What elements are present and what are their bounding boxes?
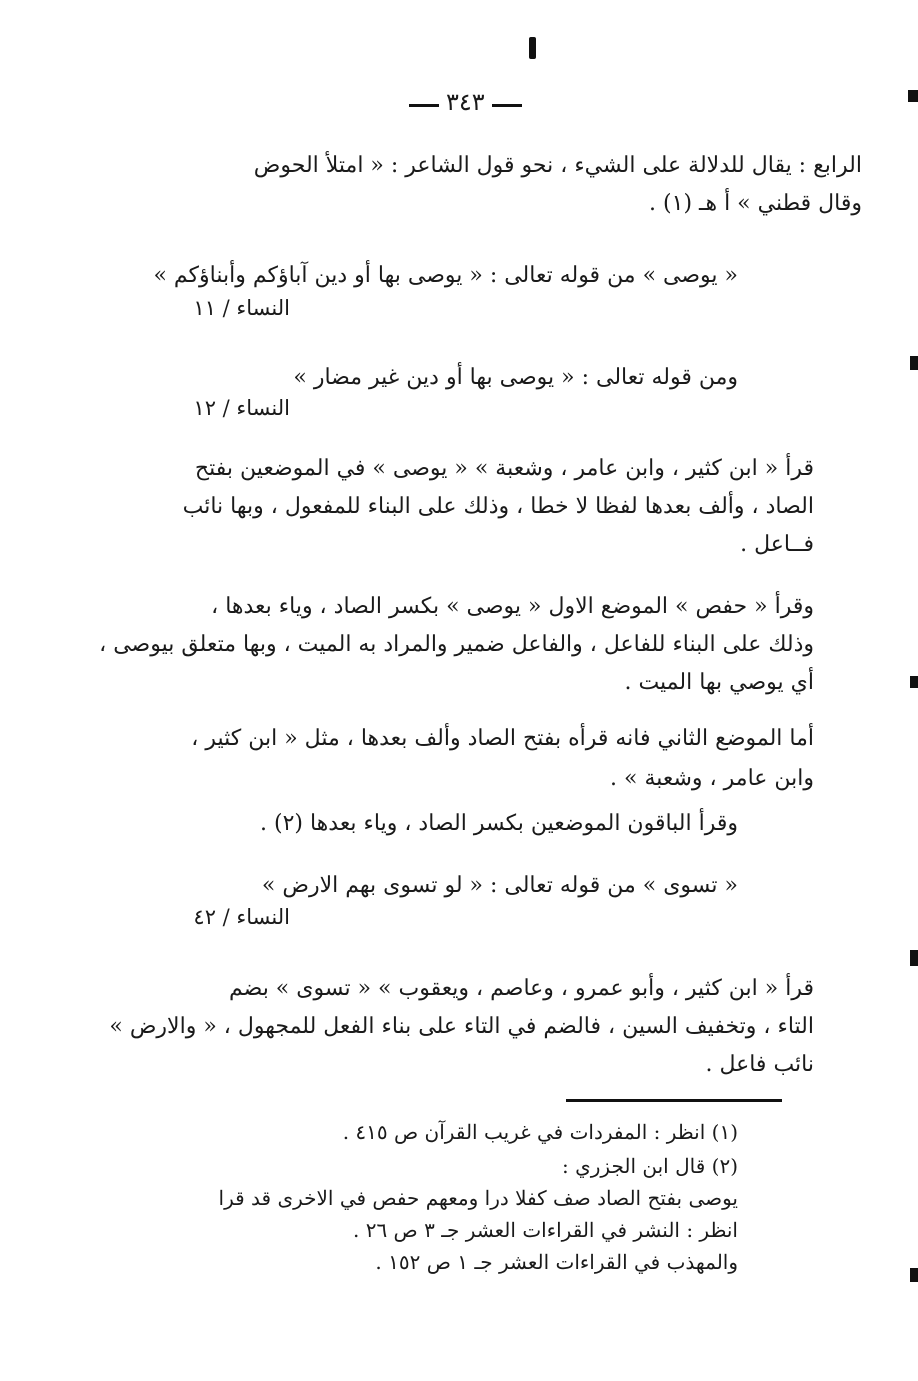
footnote-verse-line: يوصى بفتح الصاد صف كفلا درا ومعهم حفص في الاخرى قد قرا bbox=[218, 1186, 738, 1210]
text-line: أما الموضع الثاني فانه قرأه بفتح الصاد وألف بعدها ، مثل « ابن كثير ، bbox=[191, 726, 814, 751]
paragraph-reading-5 bbox=[109, 975, 814, 1089]
paragraph-reading-4 bbox=[260, 810, 738, 838]
text-line: التاء ، وتخفيف السين ، فالضم في التاء على بناء الفعل للمجهول ، « والارض » bbox=[109, 1014, 814, 1039]
page-number-dash-left bbox=[409, 104, 439, 107]
page-number-dash-right bbox=[492, 104, 522, 107]
text-line: قرأ « ابن كثير ، وابن عامر ، وشعبة » « يوصى » في الموضعين بفتح bbox=[194, 456, 814, 481]
text-line: وقرأ « حفص » الموضع الاول « يوصى » بكسر الصاد ، وياء بعدها ، bbox=[211, 594, 814, 619]
edge-mark bbox=[910, 950, 918, 966]
text-line: الصاد ، وألف بعدها لفظا لا خطا ، وذلك على البناء للمفعول ، وبها نائب bbox=[182, 494, 814, 519]
text-line: وقال قطني » أ هـ (١) . bbox=[649, 191, 862, 216]
edge-mark bbox=[908, 90, 918, 102]
top-mark bbox=[529, 37, 536, 59]
paragraph-reading-2 bbox=[99, 593, 814, 707]
page-number: ٣٤٣ bbox=[446, 88, 485, 116]
verse-reference-3: النساء / ٤٢ bbox=[193, 905, 290, 929]
verse-quote-3 bbox=[262, 872, 738, 900]
text-line: ومن قوله تعالى : « يوصى بها أو دين غير مضار » bbox=[293, 365, 738, 390]
footnote-source-1: انظر : النشر في القراءات العشر جـ ٣ ص ٢٦ . bbox=[352, 1218, 738, 1242]
verse-quote-1 bbox=[153, 262, 738, 290]
text-line: وذلك على البناء للفاعل ، والفاعل ضمير والمراد به الميت ، وبها متعلق بيوصى ، bbox=[99, 632, 814, 657]
edge-mark bbox=[910, 676, 918, 688]
paragraph-reading-1 bbox=[183, 455, 814, 569]
verse-reference-2: النساء / ١٢ bbox=[193, 396, 290, 420]
text-line: أي يوصي بها الميت . bbox=[624, 670, 814, 695]
text-line: الرابع : يقال للدلالة على الشيء ، نحو قول الشاعر : « امتلأ الحوض bbox=[253, 153, 862, 178]
edge-mark bbox=[910, 1268, 918, 1282]
footnote-1: (١) انظر : المفردات في غريب القرآن ص ٤١٥ . bbox=[342, 1120, 738, 1144]
text-line: وابن عامر ، وشعبة » . bbox=[610, 766, 814, 791]
text-line: فــاعل . bbox=[740, 532, 814, 557]
footnote-2: (٢) قال ابن الجزري : bbox=[562, 1154, 738, 1178]
edge-mark bbox=[910, 356, 918, 370]
verse-quote-2 bbox=[293, 364, 738, 392]
paragraph-definition bbox=[254, 152, 862, 228]
text-line: وقرأ الباقون الموضعين بكسر الصاد ، وياء بعدها (٢) . bbox=[259, 811, 738, 836]
text-line: « تسوى » من قوله تعالى : « لو تسوى بهم الارض » bbox=[261, 873, 738, 898]
verse-reference-1: النساء / ١١ bbox=[193, 296, 290, 320]
paragraph-reading-3 bbox=[191, 725, 814, 805]
text-line: « يوصى » من قوله تعالى : « يوصى بها أو دين آباؤكم وأبناؤكم » bbox=[153, 263, 738, 288]
footnote-source-2: والمهذب في القراءات العشر جـ ١ ص ١٥٢ . bbox=[375, 1250, 738, 1274]
text-line: قرأ « ابن كثير ، وأبو عمرو ، وعاصم ، ويعقوب » « تسوى » بضم bbox=[228, 976, 814, 1001]
footnote-separator bbox=[566, 1099, 782, 1102]
text-line: نائب فاعل . bbox=[705, 1052, 814, 1077]
